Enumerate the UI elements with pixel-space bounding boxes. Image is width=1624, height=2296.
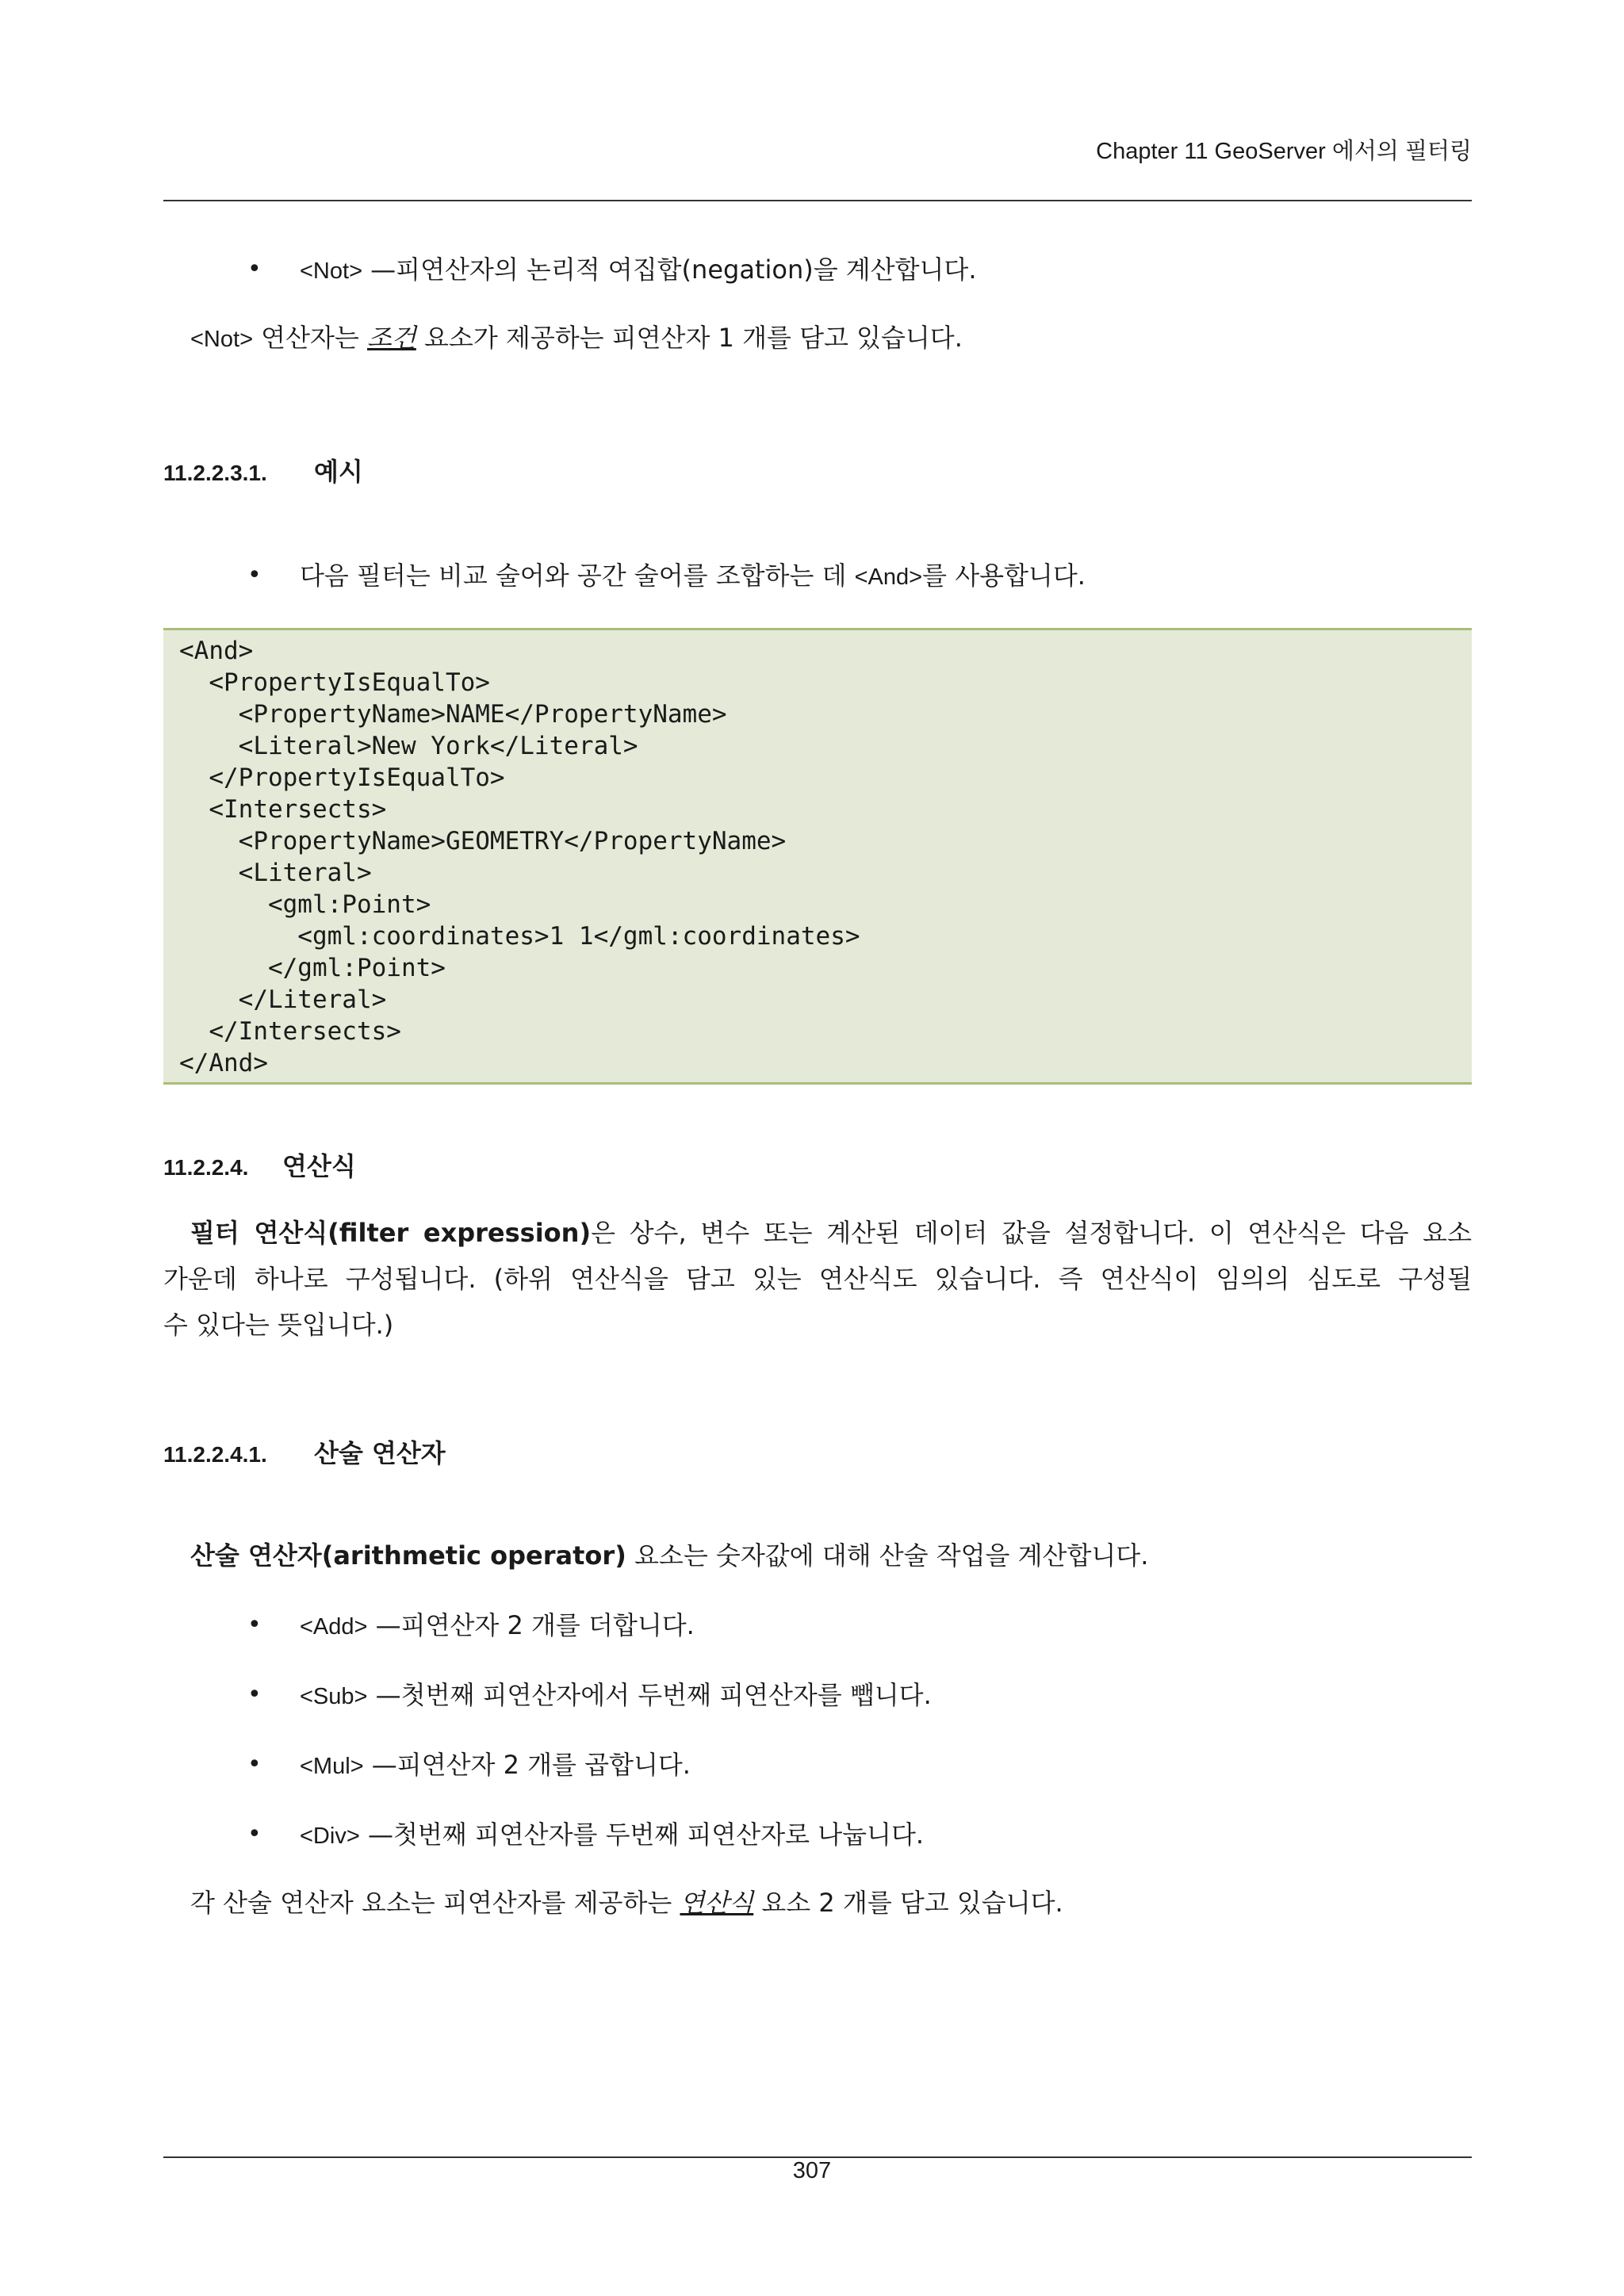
bullet-not [300, 252, 977, 289]
bullet-dot: • [247, 561, 262, 589]
code-line: </Literal> [179, 985, 387, 1014]
code-block [163, 628, 1472, 1085]
operator-tag: <Div> [300, 1823, 360, 1849]
arithmetic-closing [190, 1885, 1063, 1920]
intro-text: 요소는 숫자값에 대해 산술 작업을 계산합니다. [626, 1540, 1149, 1571]
header-rule [163, 200, 1472, 201]
bullet-dot: • [247, 1820, 262, 1848]
code-line: <PropertyName>NAME</PropertyName> [179, 700, 727, 729]
list-item [300, 1678, 932, 1714]
code-line: <Intersects> [179, 795, 387, 824]
running-header: Chapter 11 GeoServer 에서의 필터링 [1096, 139, 1472, 164]
arithmetic-intro [190, 1538, 1148, 1573]
heading-title: 연산식 [282, 1151, 356, 1181]
list-item [300, 1817, 924, 1854]
heading-title: 산술 연산자 [314, 1438, 446, 1468]
operator-tag: <Mul> [300, 1754, 364, 1779]
paragraph-line [163, 1210, 1472, 1256]
code-line: </gml:Point> [179, 954, 446, 982]
operator-text: —피연산자 2 개를 곱합니다. [363, 1750, 691, 1780]
code-line: </PropertyIsEqualTo> [179, 763, 505, 792]
not-desc-b: 요소가 제공하는 피연산자 1 개를 담고 있습니다. [416, 323, 963, 353]
code-line: <Literal>New York</Literal> [179, 732, 638, 760]
operator-text: —첫번째 피연산자를 두번째 피연산자로 나눕니다. [359, 1820, 925, 1850]
bullet-dot: • [247, 255, 262, 283]
heading-arithmetic [163, 1433, 446, 1470]
heading-example [163, 452, 363, 488]
not-desc-emphasis: 조건 [367, 323, 416, 353]
example-bullet [300, 558, 1086, 595]
not-desc-a: 연산자는 [253, 323, 367, 353]
heading-title: 예시 [314, 457, 363, 487]
operator-text: —첫번째 피연산자에서 두번째 피연산자를 뺍니다. [367, 1680, 932, 1710]
operator-tag: <Sub> [300, 1684, 368, 1709]
paragraph-line: 가운데 하나로 구성됩니다. (하위 연산식을 담고 있는 연산식도 있습니다. 즉 연산식이 임의의 심도로 구성될 [163, 1264, 1472, 1294]
paragraph-text: 은 상수, 변수 또는 계산된 데이터 값을 설정합니다. 이 연산식은 다음 요소 [591, 1218, 1472, 1248]
list-item [300, 1747, 691, 1784]
heading-number: 11.2.2.4.1. [163, 1442, 267, 1467]
heading-number: 11.2.2.4. [163, 1155, 249, 1180]
not-tag: <Not> [300, 258, 362, 284]
closing-b: 요소 2 개를 담고 있습니다. [753, 1888, 1063, 1918]
closing-a: 각 산술 연산자 요소는 피연산자를 제공하는 [190, 1888, 680, 1918]
page-number: 307 [792, 2158, 832, 2183]
code-line: <PropertyName>GEOMETRY</PropertyName> [179, 827, 787, 855]
bullet-dot: • [247, 1681, 262, 1709]
bullet-dot: • [247, 1751, 262, 1778]
example-bullet-tag: <And> [854, 564, 923, 590]
not-bullet-text: —피연산자의 논리적 여집합(negation)을 계산합니다. [362, 254, 977, 285]
term-bold: 필터 연산식(filter expression) [190, 1218, 592, 1248]
example-bullet-a: 다음 필터는 비교 술어와 공간 술어를 조합하는 데 [300, 561, 855, 591]
not-description [190, 320, 963, 357]
code-line: <And> [179, 637, 254, 665]
operator-text: —피연산자 2 개를 더합니다. [367, 1610, 695, 1640]
term-bold: 산술 연산자(arithmetic operator) [190, 1540, 626, 1571]
code-line: <gml:coordinates>1 1</gml:coordinates> [179, 922, 860, 951]
example-bullet-b: 를 사용합니다. [922, 561, 1086, 591]
code-line: </And> [179, 1049, 268, 1077]
bullet-dot: • [247, 1611, 262, 1639]
paragraph-line: 수 있다는 뜻입니다.) [163, 1310, 394, 1340]
expression-paragraph [163, 1210, 1472, 1348]
heading-number: 11.2.2.3.1. [163, 461, 267, 485]
operator-tag: <Add> [300, 1614, 368, 1640]
code-line: <PropertyIsEqualTo> [179, 668, 490, 697]
list-item [300, 1608, 695, 1644]
not-desc-tag: <Not> [190, 327, 253, 352]
closing-emphasis: 연산식 [680, 1888, 754, 1918]
code-line: <gml:Point> [179, 890, 431, 919]
heading-expression [163, 1146, 356, 1183]
code-line: </Intersects> [179, 1017, 401, 1046]
code-line: <Literal> [179, 859, 372, 887]
